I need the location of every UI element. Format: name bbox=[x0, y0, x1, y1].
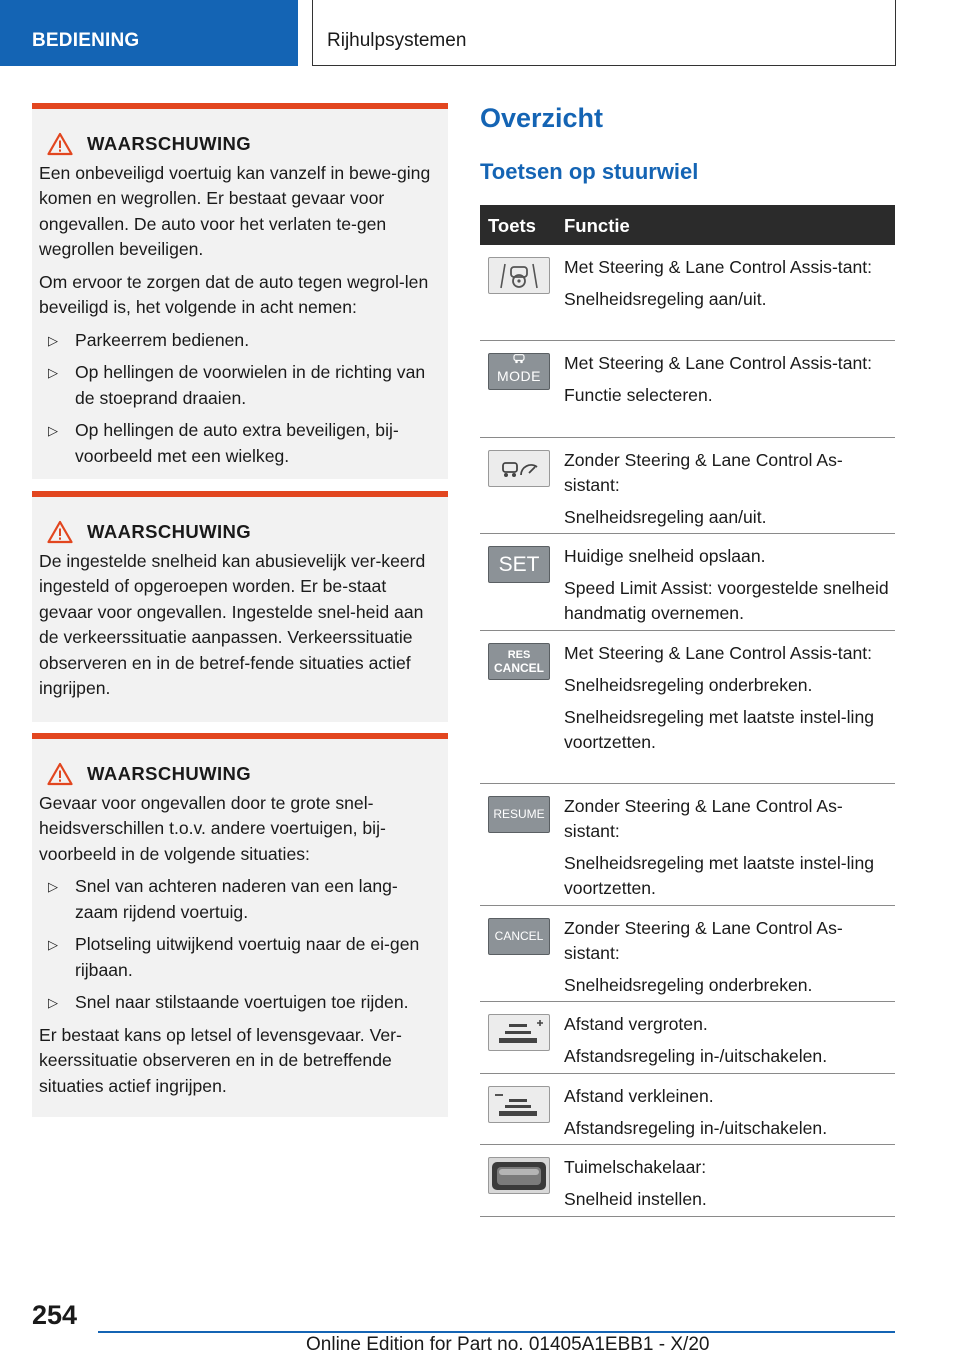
warning-text: Er bestaat kans op letsel of levensgevaar. Ver-keerssituatie observeren en in de betreffende situaties actief ingrijpen. bbox=[39, 1024, 402, 1096]
footer-divider bbox=[98, 1331, 895, 1333]
bullet-arrow-icon: ▷ bbox=[48, 937, 58, 952]
bullet-item bbox=[39, 360, 440, 411]
function-text: Tuimelschakelaar: bbox=[564, 1157, 707, 1177]
function-text: Snelheidsregeling met laatste instel-ling voortzetten. bbox=[564, 707, 875, 752]
function-text: Zonder Steering & Lane Control As-sistant: bbox=[564, 796, 843, 841]
warning-triangle-icon bbox=[47, 520, 73, 544]
section-tab: BEDIENING bbox=[0, 0, 298, 66]
warning-box bbox=[32, 103, 448, 479]
warning-text: Gevaar voor ongevallen door te grote snel-heidsverschillen t.o.v. andere voertuigen, bij-voorbeeld in de volgende situaties: bbox=[39, 792, 386, 864]
warning-title-text: WAARSCHUWING bbox=[87, 133, 252, 154]
bullet-arrow-icon: ▷ bbox=[48, 423, 58, 438]
bullet-text: Plotseling uitwijkend voertuig naar de ei-gen rijbaan. bbox=[75, 934, 420, 980]
subsection-heading: Toetsen op stuurwiel bbox=[480, 159, 699, 184]
function-text: Afstand verkleinen. bbox=[564, 1086, 714, 1106]
warning-title bbox=[39, 519, 440, 545]
table-row bbox=[480, 1145, 895, 1217]
function-text: Functie selecteren. bbox=[564, 385, 713, 405]
bullet-text: Parkeerrem bedienen. bbox=[75, 329, 250, 350]
warning-title-text: WAARSCHUWING bbox=[87, 521, 252, 542]
function-text: Speed Limit Assist: voorgestelde snelheid handmatig overnemen. bbox=[564, 578, 889, 623]
res-label: RES bbox=[507, 648, 531, 661]
table-row bbox=[480, 906, 895, 1002]
warning-triangle-icon bbox=[47, 762, 73, 786]
cruise-control-icon bbox=[488, 450, 550, 487]
bullet-arrow-icon: ▷ bbox=[48, 332, 58, 348]
table-row bbox=[480, 245, 895, 341]
table-row bbox=[480, 631, 895, 784]
distance-decrease-icon bbox=[488, 1086, 550, 1123]
warning-title-text: WAARSCHUWING bbox=[87, 763, 252, 784]
function-text: Afstand vergroten. bbox=[564, 1014, 708, 1034]
function-text: Snelheidsregeling aan/uit. bbox=[564, 289, 767, 309]
distance-increase-icon bbox=[488, 1014, 550, 1051]
table-row bbox=[480, 784, 895, 906]
bullet-text: Op hellingen de auto extra beveiligen, bij-voorbeeld met een wielkeg. bbox=[75, 420, 399, 466]
bullet-item bbox=[39, 328, 440, 354]
warning-title bbox=[39, 761, 440, 787]
warning-text: De ingestelde snelheid kan abusievelijk ver-keerd ingesteld of opgeroepen worden. Er be-staat gevaar voor ongevallen. Ingestelde snel-heid aan de verkeerssituatie aanpassen. Verkeerssituatie observeren en in de betref-fende situaties actief ingrijpen. bbox=[39, 550, 426, 698]
section-heading: Overzicht bbox=[480, 103, 604, 133]
bullet-arrow-icon: ▷ bbox=[48, 365, 58, 380]
res-cancel-button-icon bbox=[488, 643, 550, 680]
table-row bbox=[480, 438, 895, 534]
function-text: Huidige snelheid opslaan. bbox=[564, 546, 766, 566]
column-header-button: Toets bbox=[488, 214, 536, 236]
bullet-text: Snel naar stilstaande voertuigen toe rijden. bbox=[75, 992, 409, 1012]
table-row bbox=[480, 1002, 895, 1074]
bullet-arrow-icon: ▷ bbox=[48, 879, 58, 894]
function-text: Snelheidsregeling onderbreken. bbox=[564, 975, 813, 995]
mode-button-icon bbox=[488, 353, 550, 390]
warning-text: Een onbeveiligd voertuig kan vanzelf in bewe-ging komen en wegrollen. Er bestaat gevaar voor ongevallen. De auto voor het verlaten te-gen wegrollen beveiligen. bbox=[39, 162, 431, 259]
bullet-item bbox=[39, 990, 440, 1016]
cancel-label: CANCEL bbox=[494, 929, 544, 943]
rocker-switch-icon bbox=[488, 1157, 550, 1194]
function-text: Snelheidsregeling aan/uit. bbox=[564, 507, 767, 527]
warning-text: Om ervoor te zorgen dat de auto tegen wegrol-len beveiligd is, het volgende in acht nemen: bbox=[39, 271, 429, 317]
bullet-arrow-icon: ▷ bbox=[48, 995, 58, 1010]
warning-box bbox=[32, 733, 448, 1117]
table-header bbox=[480, 205, 895, 245]
table-row bbox=[480, 534, 895, 631]
warning-title bbox=[39, 131, 440, 157]
function-text: Snelheid instellen. bbox=[564, 1189, 707, 1209]
mode-label: MODE bbox=[497, 368, 541, 384]
resume-label: RESUME bbox=[493, 807, 545, 821]
bullet-item bbox=[39, 874, 440, 925]
cancel-button-icon bbox=[488, 918, 550, 955]
function-text: Met Steering & Lane Control Assis-tant: bbox=[564, 643, 873, 663]
warning-box bbox=[32, 491, 448, 722]
set-label: SET bbox=[498, 553, 540, 576]
bullet-item bbox=[39, 418, 440, 469]
edition-note: Online Edition for Part no. 01405A1EBB1 - X/20 bbox=[306, 1334, 710, 1355]
function-text: Afstandsregeling in-/uitschakelen. bbox=[564, 1046, 828, 1066]
function-text: Zonder Steering & Lane Control As-sistant: bbox=[564, 450, 843, 495]
function-text: Met Steering & Lane Control Assis-tant: bbox=[564, 257, 873, 277]
buttons-table bbox=[480, 205, 895, 1217]
resume-button-icon bbox=[488, 796, 550, 833]
table-row bbox=[480, 1074, 895, 1145]
function-text: Snelheidsregeling met laatste instel-ling voortzetten. bbox=[564, 853, 875, 898]
page-number: 254 bbox=[32, 1300, 78, 1330]
function-text: Afstandsregeling in-/uitschakelen. bbox=[564, 1118, 828, 1138]
function-text: Met Steering & Lane Control Assis-tant: bbox=[564, 353, 873, 373]
warning-triangle-icon bbox=[47, 132, 73, 156]
cancel-label: CANCEL bbox=[494, 660, 544, 675]
set-button-icon bbox=[488, 546, 550, 583]
chapter-title: Rijhulpsystemen bbox=[312, 0, 896, 66]
function-text: Snelheidsregeling onderbreken. bbox=[564, 675, 813, 695]
bullet-text: Op hellingen de voorwielen in de richting van de stoeprand draaien. bbox=[75, 362, 426, 408]
bullet-item bbox=[39, 932, 440, 983]
column-header-function: Functie bbox=[564, 214, 630, 236]
bullet-text: Snel van achteren naderen van een lang-zaam rijdend voertuig. bbox=[75, 876, 398, 922]
steering-assist-icon bbox=[488, 257, 550, 294]
table-row bbox=[480, 341, 895, 438]
function-text: Zonder Steering & Lane Control As-sistant: bbox=[564, 918, 843, 963]
